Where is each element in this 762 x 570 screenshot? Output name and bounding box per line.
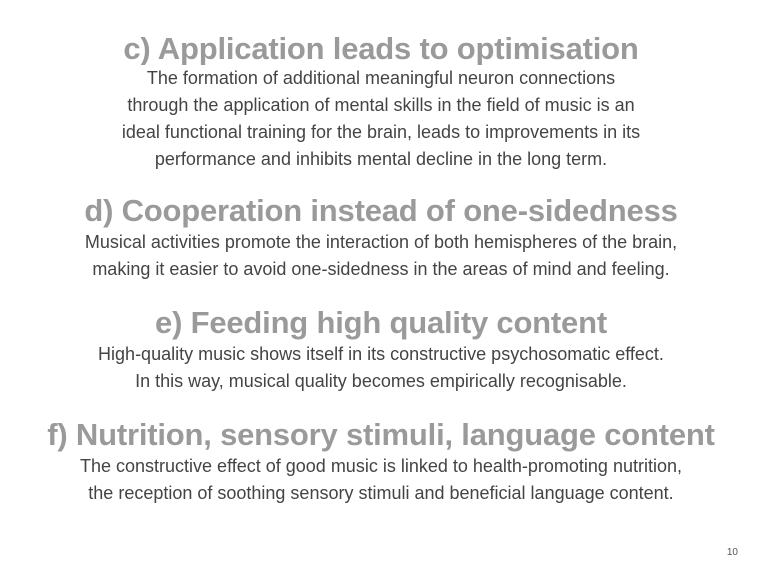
body-line: High-quality music shows itself in its constructive psychosomatic effect. [98,344,664,364]
section-feeding-content [0,305,762,395]
section-heading: d) Cooperation instead of one-sidedness [84,193,678,228]
body-line: The formation of additional meaningful neuron connections [146,68,616,88]
body-line: ideal functional training for the brain, leads to improvements in its [121,122,641,142]
section-body [0,65,762,173]
body-line: the reception of soothing sensory stimuli and beneficial language content. [88,483,674,503]
section-application [0,31,762,173]
section-nutrition [0,417,762,507]
body-line: making it easier to avoid one-sidedness in the areas of mind and feeling. [92,259,670,279]
section-heading: c) Application leads to optimisation [123,31,639,65]
body-line: In this way, musical quality becomes empirically recognisable. [135,371,627,391]
body-line: through the application of mental skills in the field of music is an [127,95,635,115]
body-line: The constructive effect of good music is linked to health-promoting nutrition, [80,456,682,476]
body-line: Musical activities promote the interaction of both hemispheres of the brain, [84,232,678,252]
section-heading: e) Feeding high quality content [155,305,607,340]
section-body [0,453,762,507]
body-line: performance and inhibits mental decline in the long term. [154,149,608,169]
section-body [0,229,762,283]
section-cooperation [0,193,762,283]
section-body [0,341,762,395]
section-heading: f) Nutrition, sensory stimuli, language content [47,417,715,452]
page-number: 10 [726,547,738,558]
